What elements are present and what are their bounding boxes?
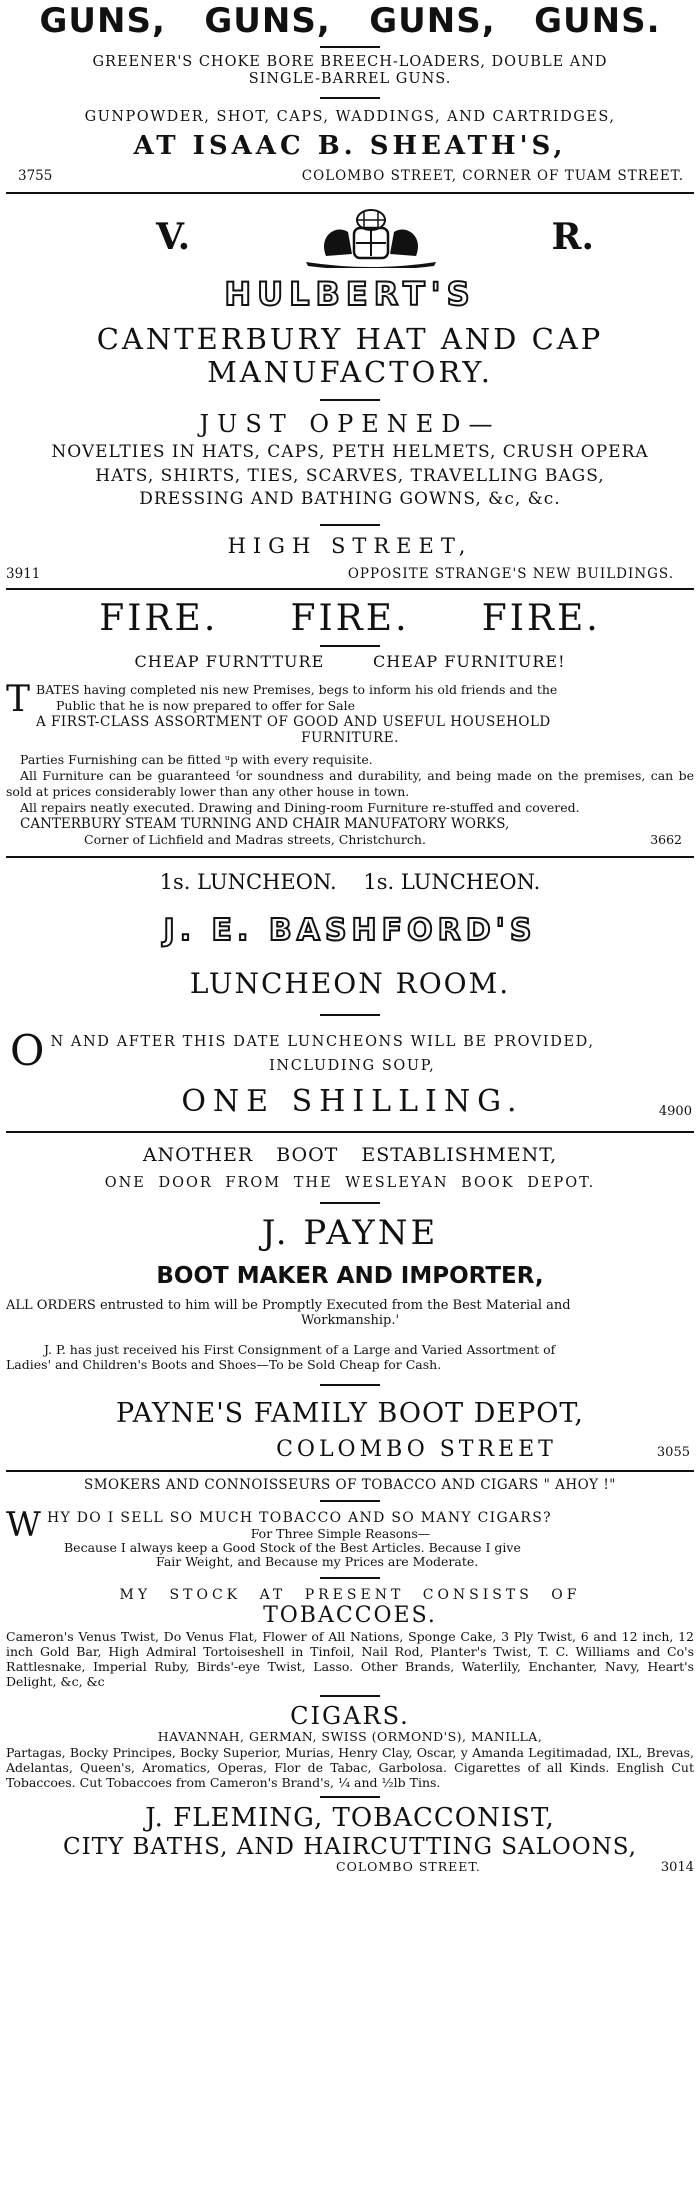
hulberts-street: HIGH STREET, [227,533,473,558]
payne-jp-1: J. P. has just received his First Consignment of a Large and Varied Assortment of [44,1342,556,1358]
stock-line: MY STOCK AT PRESENT CONSISTS OF [119,1587,581,1604]
bashford-brand: J. E. BASHFORD'S [163,912,537,948]
royal-coat-of-arms-icon [296,206,446,268]
bates-text-1: BATES having completed nis new Premises, begs to inform his old friends and the [36,681,558,697]
smokers-line: SMOKERS AND CONNOISSEURS OF TOBACCO AND CIGARS " AHOY !" [83,1477,617,1494]
payne-boot-advertisement [6,1133,694,1472]
guns-line-3: GUNPOWDER, SHOT, CAPS, WADDINGS, AND CARTRIDGES, [84,109,616,126]
fleming-street: COLOMBO STREET. [336,1859,481,1875]
guns-address: COLOMBO STREET, CORNER OF TUAM STREET. [301,167,684,184]
one-door: ONE DOOR FROM THE WESLEYAN BOOK DEPOT. [104,1175,596,1192]
payne-depot: PAYNE'S FAMILY BOOT DEPOT, [115,1398,585,1430]
divider [320,399,380,401]
guns-headline: GUNS, GUNS, GUNS, GUNS. [39,1,661,41]
cigars-list: Partagas, Bocky Principes, Bocky Superior, Murias, Henry Clay, Oscar, y Amanda Legitimadad, IXL, Brevas, Adelantas, Queen's, Aromatics, Operas, Flor de Tabac, Garbolosa. Cigarettes of all Kinds. English Cut Tobaccoes. Cut Tobaccoes from Cameron's Brand's, ¼ and ½lb Tins. [6,1744,694,1790]
bates-text-6: All Furniture can be guaranteed ᶠor soundness and durability, and being made on the premises, can be sold at prices considerably lower than any other house in town. [6,767,694,799]
divider [320,46,380,48]
fleming-name: J. FLEMING, TOBACCONIST, [145,1802,555,1833]
cigars-kinds: HAVANNAH, GERMAN, SWISS (ORMOND'S), MANILLA, [157,1729,543,1745]
bates-text-3: A FIRST-CLASS ASSORTMENT OF GOOD AND USEFUL HOUSEHOLD [36,713,551,730]
payne-jp-2: Ladies' and Children's Boots and Shoes—To be Sold Cheap for Cash. [6,1356,442,1372]
divider [320,1796,380,1798]
ad-code: 3014 [660,1860,694,1876]
v-letter: V. [156,215,191,258]
ad-code: 3662 [650,831,682,847]
payne-street: COLOMBO STREET [276,1437,557,1463]
just-opened: JUST OPENED— [199,410,501,439]
reasons-line: For Three Simple Reasons— [250,1525,431,1541]
bates-text-5: Parties Furnishing can be fitted ᵘp with every requisite. [20,751,373,767]
tobaccoes-title: TOBACCOES. [263,1603,437,1629]
hulberts-opposite: OPPOSITE STRANGE'S NEW BUILDINGS. [347,565,674,582]
luncheon-top: 1s. LUNCHEON. 1s. LUNCHEON. [159,869,541,894]
cigars-title: CIGARS. [290,1701,410,1730]
ad-code: 3911 [6,565,41,582]
r-letter: R. [551,215,594,258]
why-line: HY DO I SELL SO MUCH TOBACCO AND SO MANY CIGARS? [46,1509,552,1526]
luncheon-text-2: INCLUDING SOUP, [269,1058,436,1075]
divider [320,645,380,647]
divider [320,97,380,99]
payne-orders-2: Workmanship.' [300,1313,400,1329]
payne-trade: BOOT MAKER AND IMPORTER, [156,1262,544,1289]
divider [320,1384,380,1386]
divider [320,1202,380,1204]
because-1: Because I always keep a Good Stock of the Best Articles. Because I give [64,1539,521,1555]
bates-corner: Corner of Lichfield and Madras streets, Christchurch. [84,831,426,847]
guns-advertisement [6,0,694,194]
tobaccoes-list: Cameron's Venus Twist, Do Venus Flat, Flower of All Nations, Sponge Cake, 3 Ply Twist, 6 and 12 inch, 12 inch Gold Bar, High Admiral Tortoiseshell in Tinfoil, Nail Rod, Planter's Twist, T. C. Williams and Co's Rattlesnake, Imperial Ruby, Birds'-eye Twist, Lasso. Other Brands, Waterlily, Enchanter, Navy, Heart's Delight, &c, &c [6,1628,694,1689]
hulberts-brand: HULBERT'S [224,274,476,313]
another-boot: ANOTHER BOOT ESTABLISHMENT, [142,1144,558,1167]
cheap-furniture: CHEAP FURNTTURE CHEAP FURNITURE! [134,652,566,672]
one-shilling: ONE SHILLING. [181,1084,524,1120]
payne-orders-1: ALL ORDERS entrusted to him will be Promptly Executed from the Best Material and [6,1298,571,1314]
ad-code: 4900 [658,1104,692,1120]
hulberts-title-1: CANTERBURY HAT AND CAP [96,321,604,356]
fire-headline: FIRE. FIRE. FIRE. [99,597,601,639]
bates-works: CANTERBURY STEAM TURNING AND CHAIR MANUFATORY WORKS, [20,815,510,832]
novelties-2: HATS, SHIRTS, TIES, SCARVES, TRAVELLING BAGS, [95,465,605,486]
bates-text-2: Public that he is now prepared to offer for Sale [56,697,355,713]
divider [320,1500,380,1502]
guns-merchant: AT ISAAC B. SHEATH'S, [133,131,567,162]
fleming-tobacconist-advertisement [6,1472,694,1875]
bates-text-4: FURNITURE. [301,729,399,746]
novelties-1: NOVELTIES IN HATS, CAPS, PETH HELMETS, CRUSH OPERA [51,441,649,462]
guns-line-2: SINGLE-BARREL GUNS. [248,70,452,87]
payne-name: J. PAYNE [261,1212,439,1253]
bashford-luncheon-advertisement [6,858,694,1134]
because-2: Fair Weight, and Because my Prices are Moderate. [156,1553,479,1569]
divider [320,1695,380,1697]
drop-cap-t: T [6,678,31,720]
hulberts-advertisement [6,194,694,590]
divider [320,1577,380,1579]
drop-cap-w: W [6,1504,41,1545]
luncheon-text-1: N AND AFTER THIS DATE LUNCHEONS WILL BE PROVIDED, [50,1034,595,1051]
fire-furniture-advertisement [6,590,694,858]
fleming-baths: CITY BATHS, AND HAIRCUTTING SALOONS, [63,1833,637,1860]
drop-cap-o: O [10,1026,45,1076]
ad-code: 3055 [656,1445,690,1461]
novelties-3: DRESSING AND BATHING GOWNS, &c, &c. [139,489,561,510]
divider [320,1014,380,1016]
bates-text-7: All repairs neatly executed. Drawing and Dining-room Furniture re-stuffed and covered. [20,799,580,815]
guns-line-1: GREENER'S CHOKE BORE BREECH-LOADERS, DOUBLE AND [92,54,608,70]
luncheon-room: LUNCHEON ROOM. [189,967,511,1001]
divider [320,524,380,526]
ad-code: 3755 [18,167,53,184]
hulberts-title-2: MANUFACTORY. [207,355,493,390]
